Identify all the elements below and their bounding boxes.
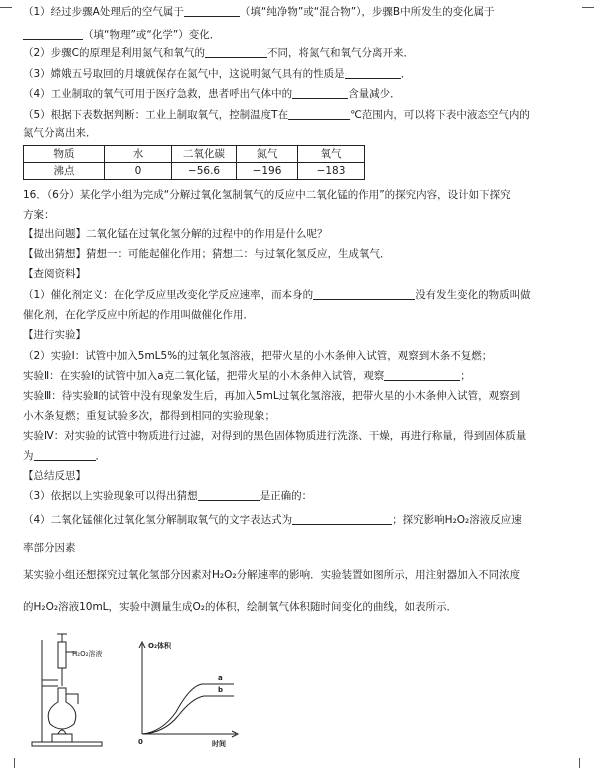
- question-part-1: [23, 5, 582, 19]
- question-text: 的H₂O₂溶液10mL，实验中测量生成O₂的体积，绘制氧气体积随时间变化的曲线，如表所示．: [23, 601, 457, 613]
- crop-mark-bottom-right: [579, 758, 580, 768]
- crop-mark-top-right: [582, 7, 594, 8]
- experiment-3: [23, 389, 582, 403]
- experiment-4: [23, 429, 582, 443]
- question-part-1-cont: [23, 28, 582, 42]
- question-text: （1）经过步骤A处理后的空气属于: [23, 6, 184, 18]
- boiling-point-table: [23, 145, 365, 180]
- question-part-2: [23, 46, 582, 60]
- table-row: [24, 163, 365, 180]
- question-text: 某实验小组还想探究过氧化氢部分因素对H₂O₂分解速率的影响．实验装置如图所示，用注射器加入不同浓度: [23, 569, 521, 581]
- question-text: 为: [23, 450, 34, 462]
- answer-blank[interactable]: [384, 369, 460, 381]
- question-text: 小木条复燃；重复试验多次，都得到相同的实验现象；: [23, 410, 275, 422]
- table-header-cell: 二氧化碳: [172, 146, 237, 163]
- question-text: ；探究影响H₂O₂溶液反应速: [392, 514, 522, 526]
- apparatus-figure: [28, 630, 128, 750]
- question-text: 不同，将氮气和氧气分离开来．: [267, 47, 415, 59]
- question-text: （填“物理”或“化学”）变化．: [83, 29, 221, 41]
- answer-blank[interactable]: [288, 108, 350, 120]
- question-part-4: [23, 87, 582, 101]
- table-header-cell: 水: [105, 146, 172, 163]
- question-text: 【提出问题】二氧化锰在过氧化氢分解的过程中的作用是什么呢？: [23, 228, 328, 240]
- question-16-part-3: [23, 489, 582, 503]
- question-text: 实验Ⅱ：在实验Ⅰ的试管中加入a克二氧化锰，把带火星的小木条伸入试管，观察: [23, 370, 385, 382]
- question-text: （2）实验Ⅰ：试管中加入5mL5%的过氧化氢溶液，把带火星的小木条伸入试管，观察到木条不复燃；: [23, 350, 493, 362]
- question-part-5: [23, 108, 582, 122]
- section-question: [23, 227, 582, 241]
- answer-blank[interactable]: [205, 46, 267, 58]
- crop-mark-top-left: [0, 7, 12, 8]
- crop-mark-bottom-left: [14, 758, 15, 768]
- table-header-cell: 氮气: [237, 146, 298, 163]
- question-16-heading: [23, 188, 582, 202]
- question-text: （4）二氧化锰催化过氧化氢分解制取氧气的文字表达式为: [23, 514, 293, 526]
- question-text: 没有发生变化的物质叫做: [415, 289, 531, 301]
- question-text: ；: [460, 370, 471, 382]
- question-part-3: [23, 67, 582, 81]
- question-text: 是正确的：: [259, 490, 313, 502]
- question-text: 实验Ⅲ：待实验Ⅱ的试管中没有现象发生后，再加入5mL过氧化氢溶液，把带火星的小木条伸入试管，观察到: [23, 390, 521, 402]
- experiment-3-cont: [23, 409, 582, 423]
- extension-intro-cont: [23, 600, 582, 614]
- table-cell: −196: [237, 163, 298, 180]
- question-16-part-4-cont: [23, 541, 582, 555]
- curve-b-line: [142, 696, 234, 734]
- question-text: 【进行实验】: [23, 329, 86, 341]
- question-text: （5）根据下表数据判断：工业上制取氧气，控制温度T在: [23, 109, 289, 121]
- table-header-row: [24, 146, 365, 163]
- question-16-heading-cont: [23, 208, 582, 222]
- question-text: 【做出猜想】猜想一：可能起催化作用；猜想二：与过氧化氢反应，生成氧气．: [23, 248, 391, 260]
- experiment-2: [23, 369, 582, 383]
- question-text: 实验Ⅳ：对实验的试管中物质进行过滤，对得到的黑色固体物质进行洗涤、干燥，再进行称量，得到固体质量: [23, 430, 527, 442]
- answer-blank[interactable]: [198, 489, 260, 501]
- table-header-cell: 氧气: [298, 146, 365, 163]
- question-part-5-cont: [23, 126, 582, 140]
- extension-intro: [23, 568, 582, 582]
- table-header-cell: 物质: [24, 146, 105, 163]
- table-cell: −183: [298, 163, 365, 180]
- question-text: ．: [400, 68, 412, 80]
- question-text: 【查阅资料】: [23, 268, 86, 280]
- graph-x-label: 时间: [212, 740, 226, 748]
- graph-y-label: O₂体积: [148, 642, 172, 650]
- answer-blank[interactable]: [292, 87, 348, 99]
- curve-b-label: b: [218, 686, 224, 694]
- answer-blank[interactable]: [292, 513, 392, 525]
- answer-blank[interactable]: [313, 288, 415, 300]
- question-text: ℃范围内，可以将下表中液态空气内的: [350, 109, 530, 121]
- question-text: ．: [95, 450, 106, 462]
- answer-blank[interactable]: [34, 449, 96, 461]
- question-text: （4）工业制取的氧气可用于医疗急救，患者呼出气体中的: [23, 88, 293, 100]
- question-text: 16．（6分）某化学小组为完成“分解过氧化氢制氧气的反应中二氧化锰的作用”的探究内容，设计如下探究: [23, 189, 511, 201]
- section-summary: [23, 469, 582, 483]
- question-text: （3）依据以上实验现象可以得出猜想: [23, 490, 198, 502]
- graph-origin-label: 0: [138, 738, 143, 746]
- question-16-part-1-cont: [23, 308, 582, 322]
- table-cell: 沸点: [24, 163, 105, 180]
- answer-blank[interactable]: [345, 67, 401, 79]
- question-text: 氮气分离出来．: [23, 127, 97, 139]
- question-text: 【总结反思】: [23, 470, 86, 482]
- question-text: 率部分因素: [23, 542, 76, 554]
- question-text: 方案：: [23, 209, 55, 221]
- curve-a-label: a: [218, 674, 223, 682]
- question-text: 催化剂，在化学反应中所起的作用叫做催化作用．: [23, 309, 254, 321]
- oxygen-volume-graph: [132, 634, 244, 748]
- experiment-1: [23, 349, 582, 363]
- experiment-4-cont: [23, 449, 582, 463]
- question-16-part-4: [23, 513, 582, 527]
- question-text: 含量减少．: [348, 88, 401, 100]
- section-experiment: [23, 328, 582, 342]
- apparatus-label: H₂O₂溶液: [72, 650, 103, 658]
- question-text: （2）步骤C的原理是利用氮气和氧气的: [23, 47, 206, 59]
- question-16-part-1: [23, 288, 582, 302]
- table-cell: 0: [105, 163, 172, 180]
- question-text: （3）嫦娥五号取回的月壤就保存在氮气中，这说明氮气具有的性质是: [23, 68, 345, 80]
- section-hypothesis: [23, 247, 582, 261]
- answer-blank[interactable]: [184, 5, 240, 17]
- question-text: （填“纯净物”或“混合物”），步骤B中所发生的变化属于: [239, 6, 495, 18]
- section-references: [23, 267, 582, 281]
- table-cell: −56.6: [172, 163, 237, 180]
- answer-blank[interactable]: [23, 28, 83, 40]
- question-text: （1）催化剂定义：在化学反应里改变化学反应速率，而本身的: [23, 289, 314, 301]
